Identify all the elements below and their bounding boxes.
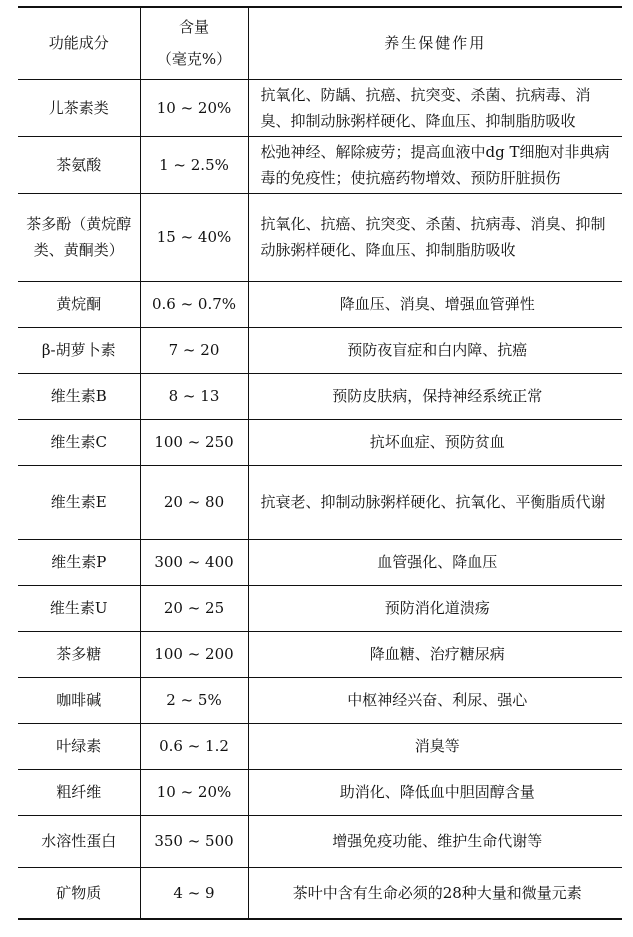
component-cell: 叶绿素 <box>18 723 140 769</box>
effect-cell: 预防夜盲症和白内障、抗癌 <box>248 327 622 373</box>
table-row <box>18 769 622 815</box>
table-row <box>18 539 622 585</box>
component-cell: 儿茶素类 <box>18 79 140 136</box>
amount-cell: 0.6 ~ 1.2 <box>140 723 248 769</box>
table-row <box>18 281 622 327</box>
header-amount-line1: 含量 <box>178 18 209 37</box>
header-component: 功能成分 <box>18 7 140 79</box>
amount-cell: 20 ~ 80 <box>140 465 248 539</box>
component-cell: 茶多酚（黄烷醇类、黄酮类） <box>18 193 140 281</box>
component-cell: 咖啡碱 <box>18 677 140 723</box>
table-row <box>18 373 622 419</box>
component-cell: 黄烷酮 <box>18 281 140 327</box>
header-effect: 养生保健作用 <box>248 7 622 79</box>
table-row <box>18 631 622 677</box>
amount-cell: 15 ~ 40% <box>140 193 248 281</box>
effect-cell: 增强免疫功能、维护生命代谢等 <box>248 815 622 867</box>
amount-cell: 0.6 ~ 0.7% <box>140 281 248 327</box>
table-row <box>18 815 622 867</box>
effect-cell: 预防消化道溃疡 <box>248 585 622 631</box>
table-header <box>18 7 622 79</box>
amount-cell: 20 ~ 25 <box>140 585 248 631</box>
effect-cell: 助消化、降低血中胆固醇含量 <box>248 769 622 815</box>
effect-cell: 血管强化、降血压 <box>248 539 622 585</box>
table-row <box>18 193 622 281</box>
tea-components-table <box>18 6 622 920</box>
effect-cell: 降血压、消臭、增强血管弹性 <box>248 281 622 327</box>
component-cell: 维生素U <box>18 585 140 631</box>
effect-cell: 消臭等 <box>248 723 622 769</box>
amount-cell: 2 ~ 5% <box>140 677 248 723</box>
amount-cell: 300 ~ 400 <box>140 539 248 585</box>
effect-cell: 预防皮肤病，保持神经系统正常 <box>248 373 622 419</box>
component-cell: 茶多糖 <box>18 631 140 677</box>
amount-cell: 100 ~ 250 <box>140 419 248 465</box>
table-row <box>18 677 622 723</box>
amount-cell: 8 ~ 13 <box>140 373 248 419</box>
component-cell: 矿物质 <box>18 867 140 919</box>
header-amount <box>140 7 248 79</box>
table-body <box>18 79 622 919</box>
header-amount-line2: （毫克%） <box>156 50 232 69</box>
table-row <box>18 327 622 373</box>
header-row <box>18 7 622 79</box>
table-row <box>18 79 622 136</box>
table-row <box>18 419 622 465</box>
component-cell: β-胡萝卜素 <box>18 327 140 373</box>
amount-cell: 100 ~ 200 <box>140 631 248 677</box>
component-cell: 茶氨酸 <box>18 136 140 193</box>
effect-cell: 中枢神经兴奋、利尿、强心 <box>248 677 622 723</box>
amount-cell: 7 ~ 20 <box>140 327 248 373</box>
table-row <box>18 465 622 539</box>
table-row <box>18 136 622 193</box>
component-cell: 维生素P <box>18 539 140 585</box>
table-row <box>18 723 622 769</box>
effect-cell: 抗氧化、抗癌、抗突变、杀菌、抗病毒、消臭、抑制动脉粥样硬化、降血压、抑制脂肪吸收 <box>248 193 622 281</box>
effect-cell: 松弛神经、解除疲劳；提高血液中dg T细胞对非典病毒的免疫性；使抗癌药物增效、预防肝脏损伤 <box>248 136 622 193</box>
component-cell: 维生素C <box>18 419 140 465</box>
amount-cell: 350 ~ 500 <box>140 815 248 867</box>
component-cell: 水溶性蛋白 <box>18 815 140 867</box>
amount-cell: 4 ~ 9 <box>140 867 248 919</box>
effect-cell: 抗坏血症、预防贫血 <box>248 419 622 465</box>
effect-cell: 抗衰老、抑制动脉粥样硬化、抗氧化、平衡脂质代谢 <box>248 465 622 539</box>
effect-cell: 抗氧化、防龋、抗癌、抗突变、杀菌、抗病毒、消臭、抑制动脉粥样硬化、降血压、抑制脂肪吸收 <box>248 79 622 136</box>
amount-cell: 10 ~ 20% <box>140 769 248 815</box>
effect-cell: 茶叶中含有生命必须的28种大量和微量元素 <box>248 867 622 919</box>
component-cell: 维生素B <box>18 373 140 419</box>
effect-cell: 降血糖、治疗糖尿病 <box>248 631 622 677</box>
component-cell: 维生素E <box>18 465 140 539</box>
component-cell: 粗纤维 <box>18 769 140 815</box>
table-row <box>18 867 622 919</box>
table-row <box>18 585 622 631</box>
amount-cell: 10 ~ 20% <box>140 79 248 136</box>
amount-cell: 1 ~ 2.5% <box>140 136 248 193</box>
